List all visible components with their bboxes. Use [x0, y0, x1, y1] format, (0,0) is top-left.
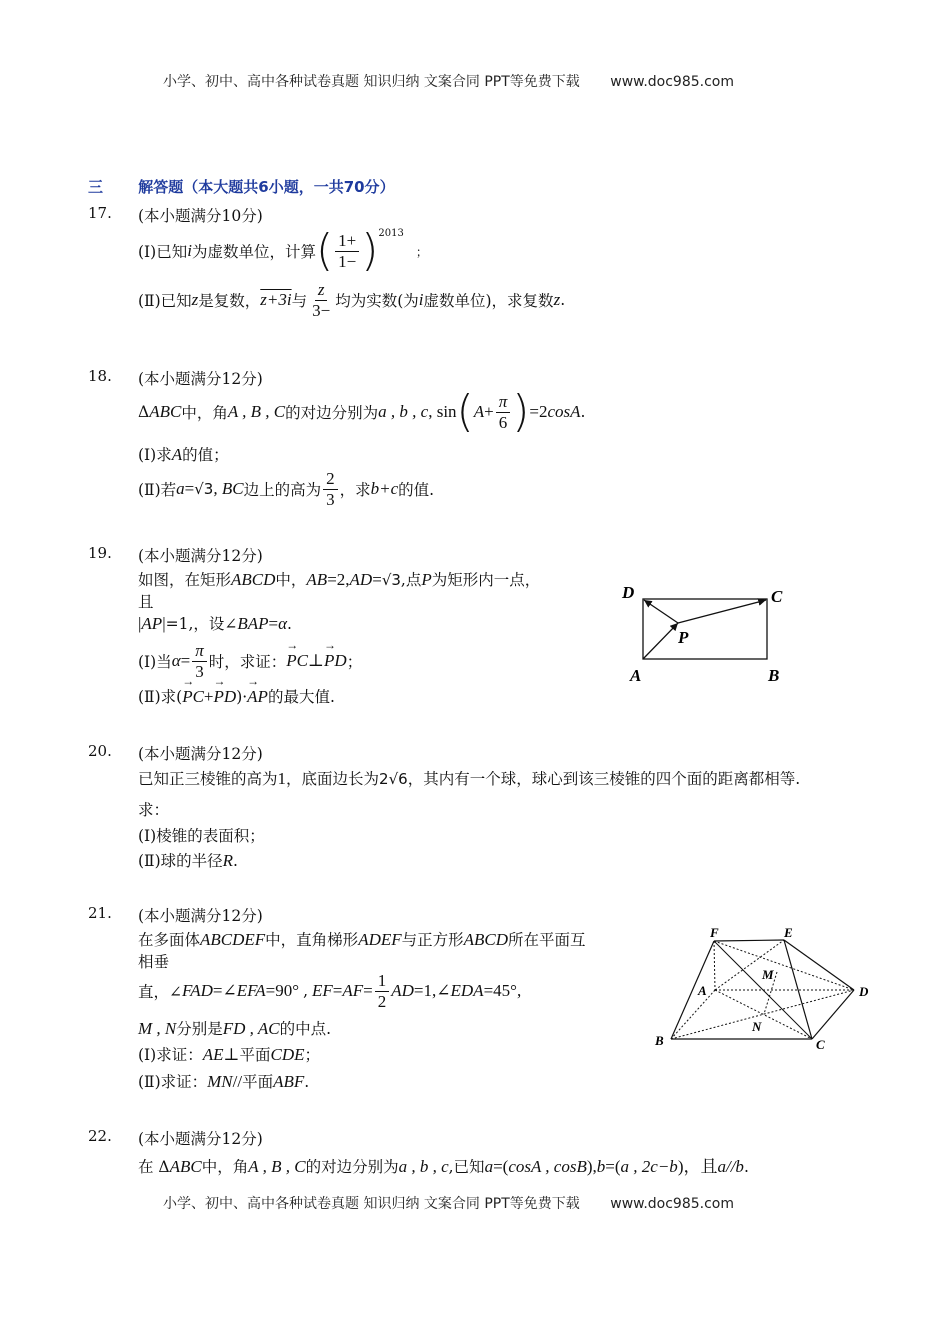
- section-heading: 解答题（本大题共6小题，一共70分）: [138, 178, 395, 196]
- label-d: D: [859, 984, 869, 999]
- edge-cd: [812, 990, 854, 1039]
- fraction: $\frac{\pi}{6}$: [496, 392, 511, 433]
- footer-url[interactable]: www.doc985.com: [610, 1196, 734, 1212]
- q19-line1: 如图，在矩形ABCD中，AB=2,AD=√3,点P为矩形内一点，: [138, 570, 541, 589]
- edge-fe: [714, 940, 784, 941]
- footer-text: 小学、初中、高中各种试卷真题 知识归纳 文案合同 PPT等免费下载: [163, 1196, 580, 1212]
- q21-line3: 直，∠ FAD =∠ EFA =90° , EF = AF = $\frac{1}{2}$ AD =1,∠ EDA =45°,: [138, 970, 522, 1011]
- q21-line4: M , N分别是FD , AC的中点.: [138, 1019, 332, 1038]
- q19-line2: 且: [138, 593, 154, 611]
- q22-score: (本小题满分12分): [138, 1130, 263, 1148]
- q22-number: 22.: [88, 1127, 112, 1145]
- right-paren: ): [361, 225, 379, 276]
- header-url[interactable]: www.doc985.com: [610, 74, 734, 90]
- label-p: P: [678, 628, 689, 647]
- label-b: B: [655, 1033, 664, 1048]
- q19-score: (本小题满分12分): [138, 547, 263, 565]
- label-m: M: [762, 967, 774, 982]
- label-e: E: [784, 925, 793, 940]
- label-a: A: [698, 983, 707, 998]
- q19-part1: (Ⅰ)当 α = $\frac{\pi}{3}$ 时，求证： → PC ⊥ → PD ；: [138, 638, 362, 684]
- edge-ed: [784, 940, 854, 990]
- fraction: $\frac{z}{3-}$: [312, 279, 331, 320]
- q17-part1: (Ⅰ)已知 i 为虚数单位，计算 ( $\frac{1+}{1-}$ ) $^{2013}$ ；: [138, 225, 428, 276]
- q20-line2: 求：: [138, 801, 170, 819]
- q19-part2: (Ⅱ)求(→ PC+→ PD)·→ AP的最大值.: [138, 685, 335, 707]
- section-title: [88, 176, 395, 197]
- q20-score: (本小题满分12分): [138, 745, 263, 763]
- edge-ae-hidden: [715, 940, 784, 990]
- q21-number: 21.: [88, 904, 112, 922]
- label-d: D: [622, 583, 635, 602]
- q20-part1: (Ⅰ)棱锥的表面积；: [138, 827, 265, 845]
- page-footer: [163, 1193, 734, 1213]
- label-n: N: [752, 1019, 762, 1034]
- q19-number: 19.: [88, 544, 112, 562]
- page-header: [163, 71, 734, 91]
- edge-fb: [671, 941, 714, 1039]
- label-b: B: [768, 666, 780, 685]
- q17-number: 17.: [88, 204, 112, 222]
- q21-score: (本小题满分12分): [138, 907, 263, 925]
- q17-part2: (Ⅱ)已知 z 是复数， z+3i 与 $\frac{z}{3-}$ 均为实数(为 i 虚数单位)，求复数 z .: [138, 279, 566, 320]
- q18-score: (本小题满分12分): [138, 370, 263, 388]
- fraction: $\frac{\pi}{3}$: [192, 641, 207, 682]
- segment-ap: [643, 623, 678, 659]
- segment-pd: [644, 600, 678, 623]
- q20-part2: (Ⅱ)球的半径R.: [138, 851, 238, 870]
- q21-part2: (Ⅱ)求证：MN//平面ABF.: [138, 1072, 310, 1091]
- fraction: $\frac{1}{2}$: [375, 971, 390, 1012]
- q17-score: (本小题满分10分): [138, 207, 263, 225]
- label-f: F: [710, 925, 719, 940]
- q18-number: 18.: [88, 367, 112, 385]
- section-number: 三: [88, 178, 104, 196]
- edge-ab-hidden: [671, 990, 715, 1039]
- q21-part1: (Ⅰ)求证：AE⊥平面CDE；: [138, 1045, 321, 1064]
- rect-abcd: [643, 599, 767, 659]
- q18-line1: Δ ABC 中，角 A , B , C 的对边分别为 a , b , c , sin ( A + $\frac{\pi}{6}$ ) =2 cosA .: [138, 386, 586, 437]
- q20-number: 20.: [88, 742, 112, 760]
- q18-part1: (Ⅰ)求A的值；: [138, 445, 229, 464]
- q20-line1: 已知正三棱锥的高为1，底面边长为2√6，其内有一个球，球心到该三棱锥的四个面的距离都相等.: [138, 769, 801, 788]
- fraction: $\frac{2}{3}$: [323, 469, 338, 510]
- q19-line3: |AP|=1,，设∠BAP=α.: [138, 614, 292, 633]
- edge-ac-hidden: [715, 990, 812, 1039]
- segment-pc: [678, 600, 766, 623]
- label-c: C: [771, 587, 783, 606]
- rectangle-figure: [610, 575, 810, 690]
- fraction: $\frac{1+}{1-}$: [335, 231, 359, 272]
- left-paren: (: [315, 225, 334, 276]
- q21-line1: 在多面体ABCDEF中，直角梯形ADEF与正方形ABCD所在平面互: [138, 930, 586, 949]
- q22-line1: 在 ΔABC中，角A , B , C的对边分别为a , b , c,已知a=(cosA , cosB),b=(a , 2c−b)，且a//b.: [138, 1157, 749, 1176]
- label-c: C: [816, 1037, 825, 1052]
- edge-fd-hidden: [714, 941, 854, 990]
- label-a: A: [630, 666, 642, 685]
- q18-part2: (Ⅱ)若 a = √3 , BC 边上的高为 $\frac{2}{3}$ ，求 b+c 的值.: [138, 468, 435, 509]
- q21-line2: 相垂: [138, 953, 170, 971]
- header-text: 小学、初中、高中各种试卷真题 知识归纳 文案合同 PPT等免费下载: [163, 74, 580, 90]
- edge-af-hidden: [714, 941, 715, 990]
- polyhedron-figure: [648, 920, 878, 1060]
